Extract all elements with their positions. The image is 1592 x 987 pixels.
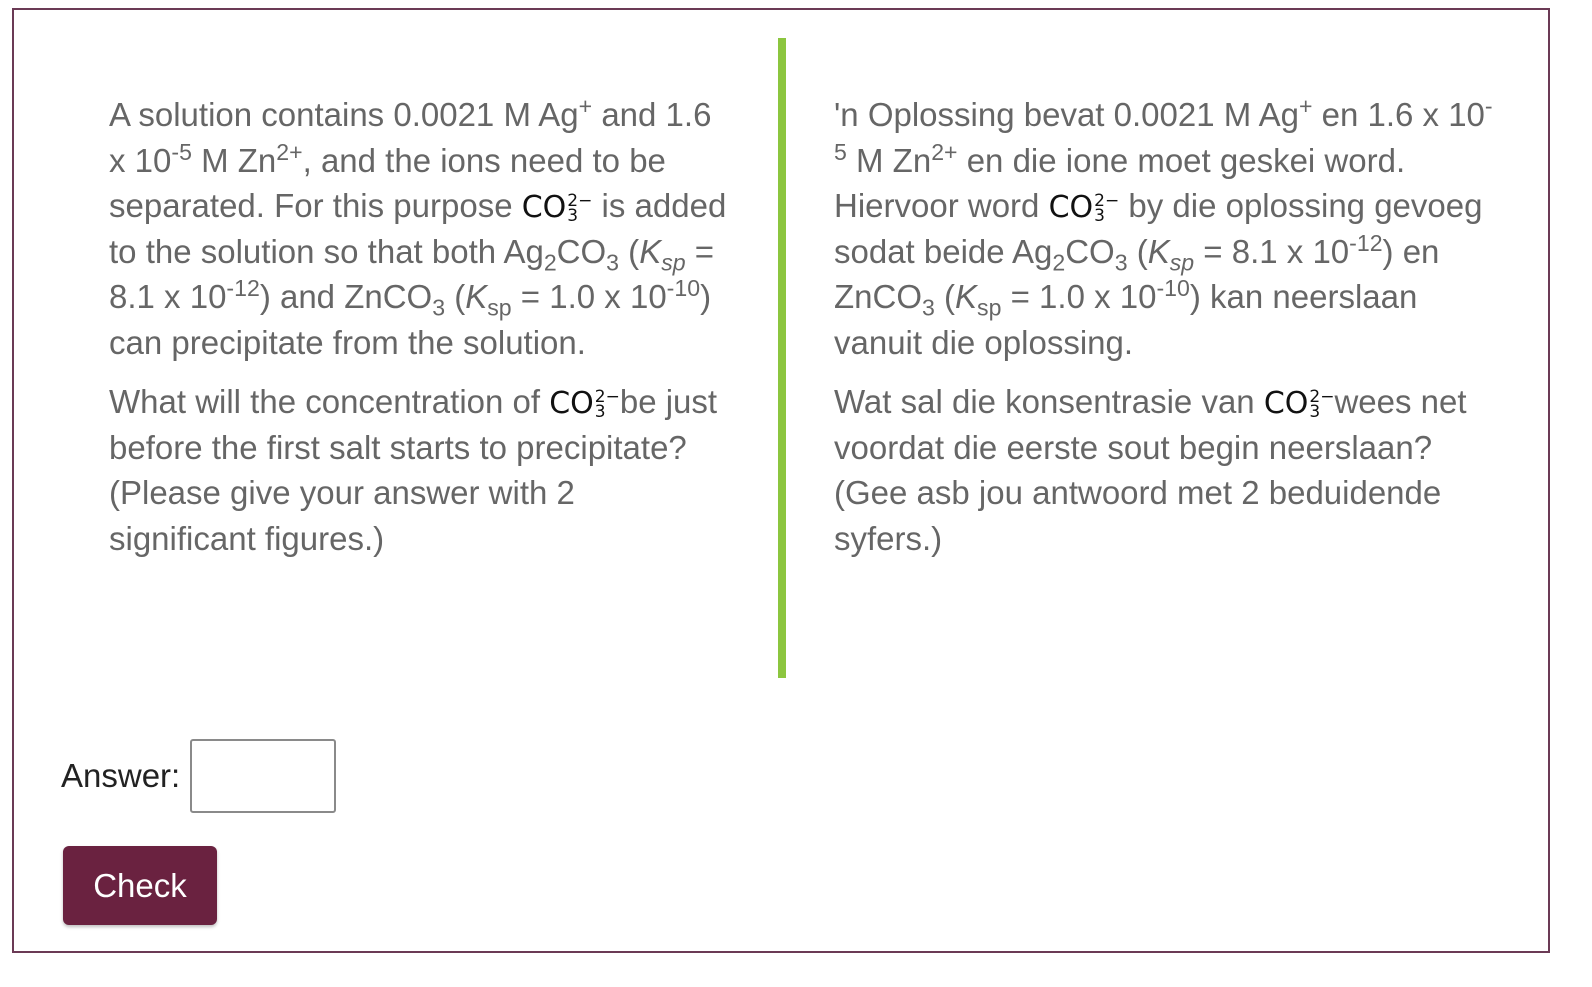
carbonate-ion: CO 2− 3 — [1048, 190, 1120, 226]
carbonate-ion: CO 2− 3 — [521, 190, 593, 226]
answer-input[interactable] — [190, 739, 336, 813]
carbonate-ion: CO 2− 3 — [1263, 386, 1335, 422]
carbonate-ion: CO 2− 3 — [549, 386, 620, 422]
answer-label: Answer: — [61, 757, 181, 794]
question-af-paragraph-2: Wat sal die konsentrasie van CO 2− 3 wees net voordat die eerste sout begin neerslaan? (Gee asb jou antwoord met 2 beduidende syfers.) — [834, 383, 1467, 557]
question-af-paragraph-1: 'n Oplossing bevat 0.0021 M Ag+ en 1.6 x $10^{-5}$ M $Zn^{2+}$ en die ione moet geskei word. Hiervoor word CO 2− 3 by die oplossing gevoeg sodat beide $Ag_2CO_3$ ($K_{sp} = 8.1$ x $10^{-12}$) en ZnCO$_3$ ($K_{sp} = 1.0$ x $10^{-10}$) kan neerslaan vanuit die oplossing. — [834, 93, 1493, 361]
question-frame — [12, 8, 1550, 953]
question-afrikaans — [834, 92, 1494, 575]
column-divider — [778, 38, 786, 678]
check-button[interactable]: Check — [63, 846, 217, 925]
question-english — [109, 92, 729, 575]
question-en-paragraph-1: A solution contains 0.0021 M Ag+ and 1.6 x $10^{-5}$ M $Zn^{2+}$, and the ions need to be separated. For this purpose CO 2− 3 is added to the solution so that both $Ag_2CO_3$ ($K_{sp} = 8.1$ x $10^{-12}$) and ZnCO$_3$ ($K_{sp} = 1.0$ x $10^{-10}$) can precipitate from the solution. — [109, 93, 727, 361]
question-en-paragraph-2: What will the concentration of CO 2− 3 be just before the first salt starts to precipitate? (Please give your answer with 2 significant figures.) — [109, 383, 718, 557]
answer-row — [61, 739, 336, 813]
